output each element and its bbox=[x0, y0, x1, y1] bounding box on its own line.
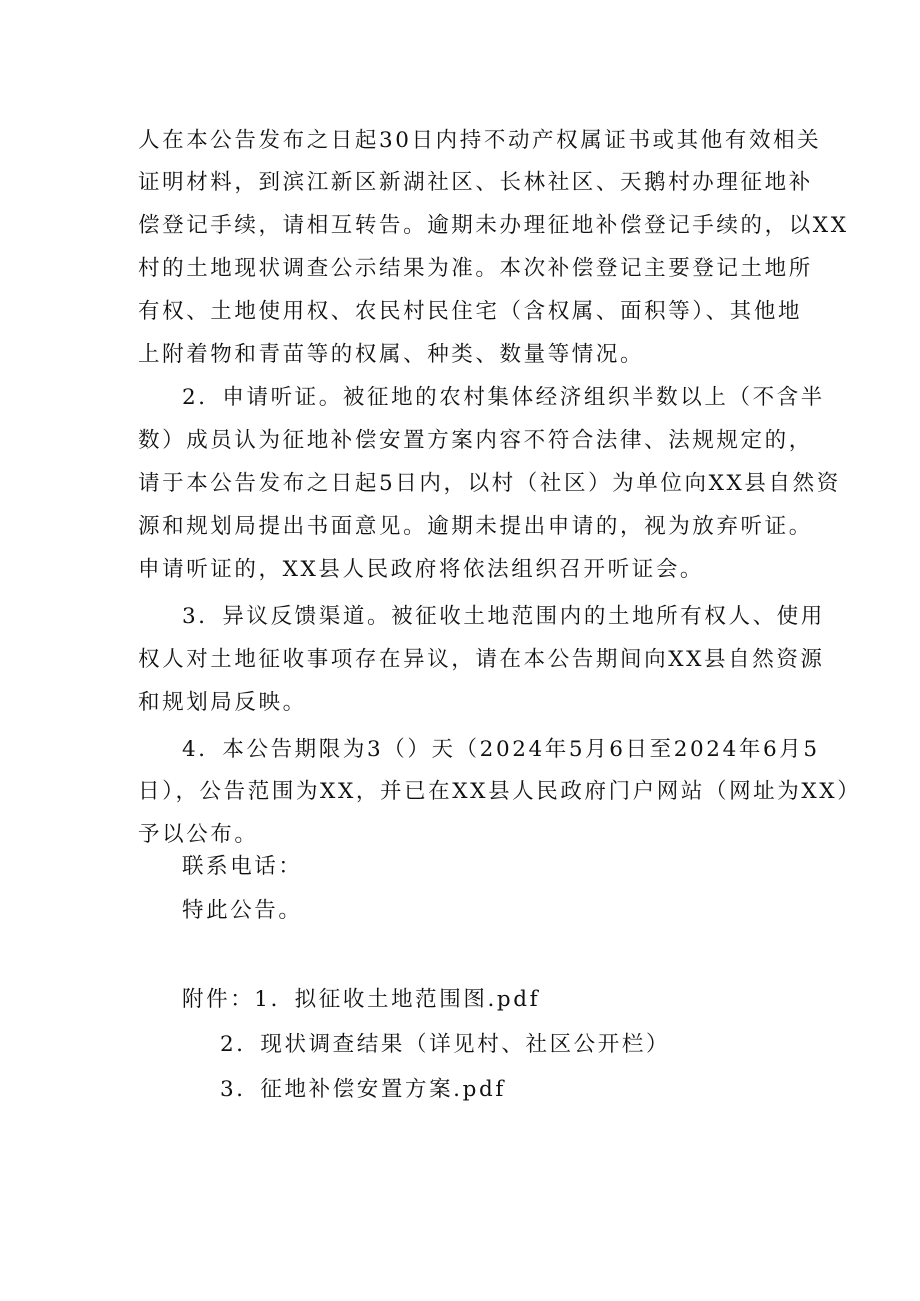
closing-text: 特此公告。 bbox=[182, 898, 303, 923]
paragraph-2-line-1: 2．申请听证。被征地的农村集体经济组织半数以上（不含半 bbox=[182, 385, 825, 410]
paragraph-1-line-3: 偿登记手续，请相互转告。逾期未办理征地补偿登记手续的，以XX bbox=[138, 213, 849, 238]
paragraph-4-line-1: 4．本公告期限为3（）天（2024年5月6日至2024年6月5 bbox=[182, 737, 820, 762]
paragraph-3-line-3: 和规划局反映。 bbox=[138, 690, 307, 715]
paragraph-2-line-5: 申请听证的，XX县人民政府将依法组织召开听证会。 bbox=[138, 557, 705, 582]
paragraph-1-line-2: 证明材料，到滨江新区新湖社区、长林社区、天鹅村办理征地补 bbox=[138, 170, 813, 195]
paragraph-2-line-2: 数）成员认为征地补偿安置方案内容不符合法律、法规规定的， bbox=[138, 428, 813, 453]
paragraph-1-line-4: 村的土地现状调查公示结果为准。本次补偿登记主要登记土地所 bbox=[138, 256, 813, 281]
contact-phone-label: 联系电话： bbox=[182, 854, 303, 879]
attachment-2: 2．现状调查结果（详见村、社区公开栏） bbox=[220, 1032, 671, 1057]
paragraph-3-line-1: 3．异议反馈渠道。被征收土地范围内的土地所有权人、使用 bbox=[182, 604, 825, 629]
paragraph-4-line-2: 日），公告范围为XX，并已在XX县人民政府门户网站（网址为XX） bbox=[138, 779, 862, 804]
paragraph-2-line-4: 源和规划局提出书面意见。逾期未提出申请的，视为放弃听证。 bbox=[138, 514, 813, 539]
paragraph-2-line-3: 请于本公告发布之日起5日内，以村（社区）为单位向XX县自然资 bbox=[138, 471, 841, 496]
attachment-3: 3．征地补偿安置方案.pdf bbox=[220, 1077, 506, 1102]
paragraph-1-line-6: 上附着物和青苗等的权属、种类、数量等情况。 bbox=[138, 342, 645, 367]
attachment-1: 附件：1．拟征收土地范围图.pdf bbox=[182, 987, 541, 1012]
paragraph-1-line-5: 有权、土地使用权、农民村民住宅（含权属、面积等）、其他地 bbox=[138, 299, 803, 324]
paragraph-3-line-2: 权人对土地征收事项存在异议，请在本公告期间向XX县自然资源 bbox=[138, 647, 825, 672]
paragraph-4-line-3: 予以公布。 bbox=[138, 822, 259, 847]
paragraph-1-line-1: 人在本公告发布之日起30日内持不动产权属证书或其他有效相关 bbox=[138, 128, 822, 153]
